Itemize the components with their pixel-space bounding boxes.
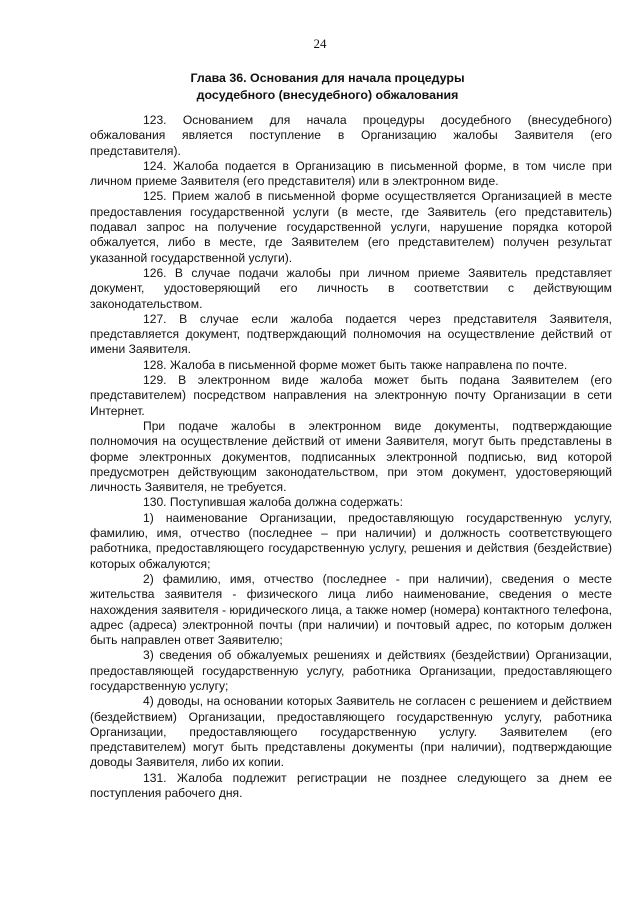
paragraph-129-continued: При подаче жалобы в электронном виде документы, подтверждающие полномочия на осуществление действий от имени Заявителя, могут быть представлены в форме электронных документов, подписанных электронной подписью, вид которой предусмотрен действующим законодательством, при этом документ, удостоверяющий личность Заявителя, не требуется. <box>90 418 612 495</box>
list-item-1: 1) наименование Организации, предоставляющую государственную услугу, фамилию, имя, отчество (последнее – при наличии) и должность соответствующего работника, предоставляющего государственную услугу, решения и действия (бездействие) которых обжалуются; <box>90 510 612 571</box>
paragraph-131: 131. Жалоба подлежит регистрации не позднее следующего за днем ее поступления рабочего дня. <box>90 770 612 801</box>
document-body <box>90 113 612 801</box>
paragraph-125: 125. Прием жалоб в письменной форме осуществляется Организацией в месте предоставления государственной услуги (в месте, где Заявитель (его представитель) подавал запрос на получение государственной услуги, нарушение порядка которой обжалуется, либо в месте, где Заявителем (его представителем) получен результат указанной государственной услуги). <box>90 189 612 265</box>
list-item-4: 4) доводы, на основании которых Заявитель не согласен с решением и действием (бездействием) Организации, предоставляющего государственную услугу, работника Организации, предоставляющего государственную услугу. Заявителем (его представителем) могут быть представлены документы (при наличии), подтверждающие доводы Заявителя, либо их копии. <box>90 694 612 770</box>
paragraph-129: 129. В электронном виде жалоба может быть подана Заявителем (его представителем) посредством направления на электронную почту Организации в сети Интернет. <box>90 373 612 418</box>
paragraph-126: 126. В случае подачи жалобы при личном приеме Заявитель представляет документ, удостоверяющий его личность в соответствии с действующим законодательством. <box>90 265 612 311</box>
chapter-heading-line-2: досудебного (внесудебного) обжалования <box>196 88 459 102</box>
paragraph-124: 124. Жалоба подается в Организацию в письменной форме, в том числе при личном приеме Заявителя (его представителя) или в электронном виде. <box>90 158 612 189</box>
list-item-3: 3) сведения об обжалуемых решениях и действиях (бездействии) Организации, предоставляющей государственную услугу, работника Организации, предоставляющего государственную услугу; <box>90 648 612 693</box>
paragraph-130: 130. Поступившая жалоба должна содержать: <box>143 495 403 510</box>
chapter-heading-line-1: Глава 36. Основания для начала процедуры <box>190 71 465 85</box>
paragraph-127: 127. В случае если жалоба подается через представителя Заявителя, представляется документ, подтверждающий полномочия на осуществление действий от имени Заявителя. <box>90 311 612 357</box>
list-item-2: 2) фамилию, имя, отчество (последнее - при наличии), сведения о месте жительства заявителя - физического лица либо наименование, сведения о месте нахождения заявителя - юридического лица, а также номер (номера) контактного телефона, адрес (адреса) электронной почты (при наличии) и почтовый адрес, по которым должен быть направлен ответ Заявителю; <box>90 571 612 648</box>
paragraph-123: 123. Основанием для начала процедуры досудебного (внесудебного) обжалования является поступление в Организацию жалобы Заявителя (его представителя). <box>90 113 612 158</box>
chapter-heading <box>90 70 565 104</box>
paragraph-128: 128. Жалоба в письменной форме может быть также направлена по почте. <box>143 357 568 372</box>
page-number: 24 <box>313 36 327 51</box>
